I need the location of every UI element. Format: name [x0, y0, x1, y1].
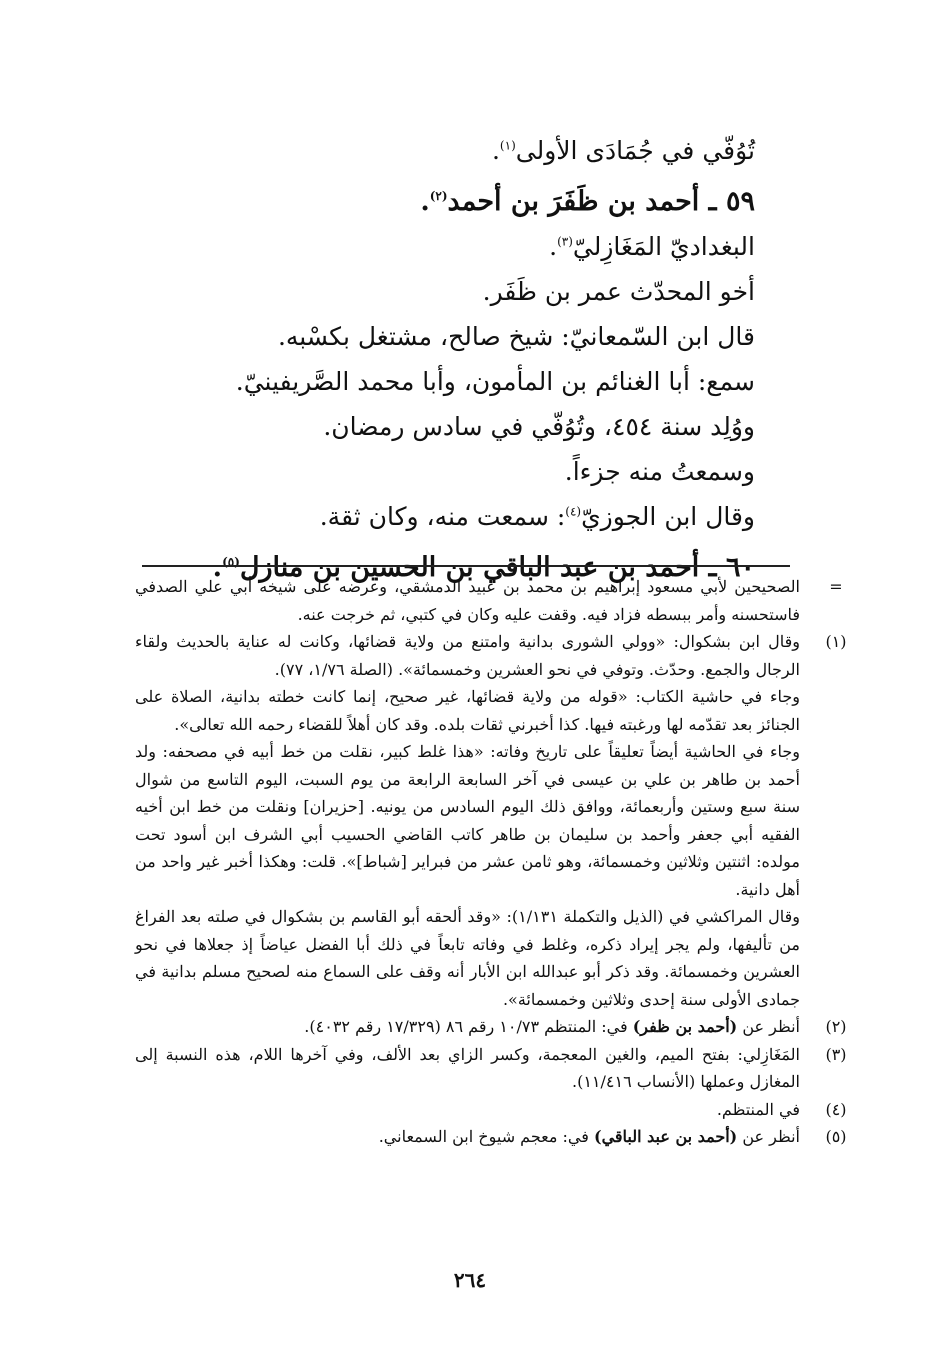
footnote-ref: (٤) — [565, 504, 582, 519]
footnote-continuation — [135, 573, 843, 628]
footnote-paragraph: وقال ابن بشكوال: «وولي الشورى بدانية وامتنع من ولاية قضائها، وكانت له عناية بالحديث ولقاء الرجال والجمع. وحدّث. وتوفي في نحو العشرين وخمسمائة». (الصلة ١/٧٦، ٧٧). — [135, 632, 800, 679]
text-line: وقال ابن الجوزيّ$^{(٤)}$: سمعت منه، وكان ثقة. — [319, 502, 755, 531]
footnote-ref: (١) — [499, 138, 516, 153]
text-line: أخو المحدّث عمر بن ظَفَر. — [482, 277, 755, 306]
footnote-marker: (٢) — [825, 1017, 847, 1036]
text-line: البغداديّ المَغَازِليّ$^{(٣)}$. — [549, 232, 755, 261]
footnote-ref: (٢) — [429, 189, 448, 203]
footnote-ref: (٥) — [222, 555, 240, 569]
footnote-paragraph: وقال المراكشي في (الذيل والتكملة ١/١٣١): «وقد ألحقه أبو القاسم بن بشكوال في صلته بعد الفراغ من تأليفها، ولم يجر إيراد ذكره، وغلط في وفاته تابعاً في ذلك أبا الفضل عياضاً إذ جعلاها في نحو العشرين وخمسمائة. وقد ذكر أبو عبدالله ابن الأبار أنه وقف على السماع منه لصحيح مسلم بدانية في جمادى الأولى سنة إحدى وثلاثين وخمسمائة». — [135, 907, 800, 1009]
footnote-text: في المنتظم. — [716, 1099, 800, 1119]
text-line: تُوُفّي في جُمَادَى الأولى$^{(١)}$. — [491, 136, 755, 165]
text-line: سمع: أبا الغنائم بن المأمون، وأبا محمد الصَّريفينيّ. — [235, 367, 755, 396]
footnote-paragraph: وجاء في حاشية الكتاب: «قوله من ولاية قضائها، غير صحيح، إنما كانت خطته بدانية، الصلاة على الجنائز بعد تقدّمه لها ورغبته فيها. كذا أخبرني ثقات بلده. وقد كان أهلاً للقضاء رحمه الله تعالى». — [135, 687, 800, 734]
footnote-marker: (١) — [825, 632, 847, 651]
footnote-5 — [135, 1123, 847, 1151]
footnote-3 — [135, 1041, 847, 1096]
text-line: قال ابن السّمعانيّ: شيخ صالح، مشتغل بكسْبه. — [277, 322, 755, 351]
footnote-ref: (٣) — [557, 234, 573, 249]
footnote-paragraph: وجاء في الحاشية أيضاً تعليقاً على تاريخ وفاته: «هذا غلط كبير، نقلت من خط أبيه في مصحفه: ولد أحمد بن طاهر بن علي بن عيسى في آخر السابعة الرابعة من يوم السبت، اليوم التاسع من شوال سنة سبع وستين وأربعمائة، ووافق ذلك اليوم السادس من يونيه. [حزيران] ونقلت من خط ابن أخيه الفقيه أبي جعفر وأحمد بن سليمان بن طاهر كاتب القاضي الحسيب أبي الشرف ابن أسود تحت مولده: اثنتين وثلاثين وخمسمائة، وهو ثامن عشر من فبراير [شباط]». قلت: وهكذا أخبر غير واحد من أهل دانية. — [135, 742, 801, 899]
main-text — [115, 128, 755, 590]
page-number: ٢٦٤ — [453, 1268, 487, 1292]
footnotes — [135, 573, 847, 1151]
entry-heading: ٦٠ ـ أحمد بن عبد الباقي بن الحسين بن منازل$^{(٥)}$. — [212, 552, 755, 583]
footnote-text: أنظر عن (أحمد بن ظفر) في: المنتظم ١٠/٧٣ رقم ٨٦ (١٧/٣٢٩ رقم ٤٠٣٢). — [304, 1017, 800, 1036]
footnote-separator — [142, 565, 790, 567]
footnote-1 — [135, 628, 847, 1013]
footnote-text: المَغَازِلي: بفتح الميم، والغين المعجمة، وكسر الزاي بعد الألف، وفي آخرها اللام، هذه النسبة إلى المغازل وعملها (الأنساب ١١/٤١٦). — [135, 1044, 800, 1091]
footnote-4 — [135, 1096, 847, 1124]
footnote-marker: (٣) — [825, 1044, 847, 1064]
footnote-marker: (٥) — [825, 1127, 847, 1146]
entry-heading: ٥٩ ـ أحمد بن ظَفَرَ بن أحمد$^{(٢)}$. — [420, 186, 755, 217]
text-line: وسمعتُ منه جزءاً. — [564, 457, 755, 486]
footnote-text: أنظر عن (أحمد بن عبد الباقي) في: معجم شيوخ ابن السمعاني. — [378, 1127, 800, 1146]
text-line: ووُلِد سنة ٤٥٤، وتُوُفّي في سادس رمضان. — [323, 412, 755, 441]
footnote-marker: = — [829, 577, 843, 596]
footnote-2 — [135, 1013, 847, 1041]
footnote-text: الصحيحين لأبي مسعود إبراهيم بن محمد بن عبيد الدمشقي، وعرضه على شيخه أبي علي الصدفي فاستحسنه وأمر ببسطه فزاد فيه. وقفت عليه وكان في كتبي، ثم خرجت عنه. — [135, 577, 800, 624]
footnote-marker: (٤) — [825, 1099, 847, 1119]
